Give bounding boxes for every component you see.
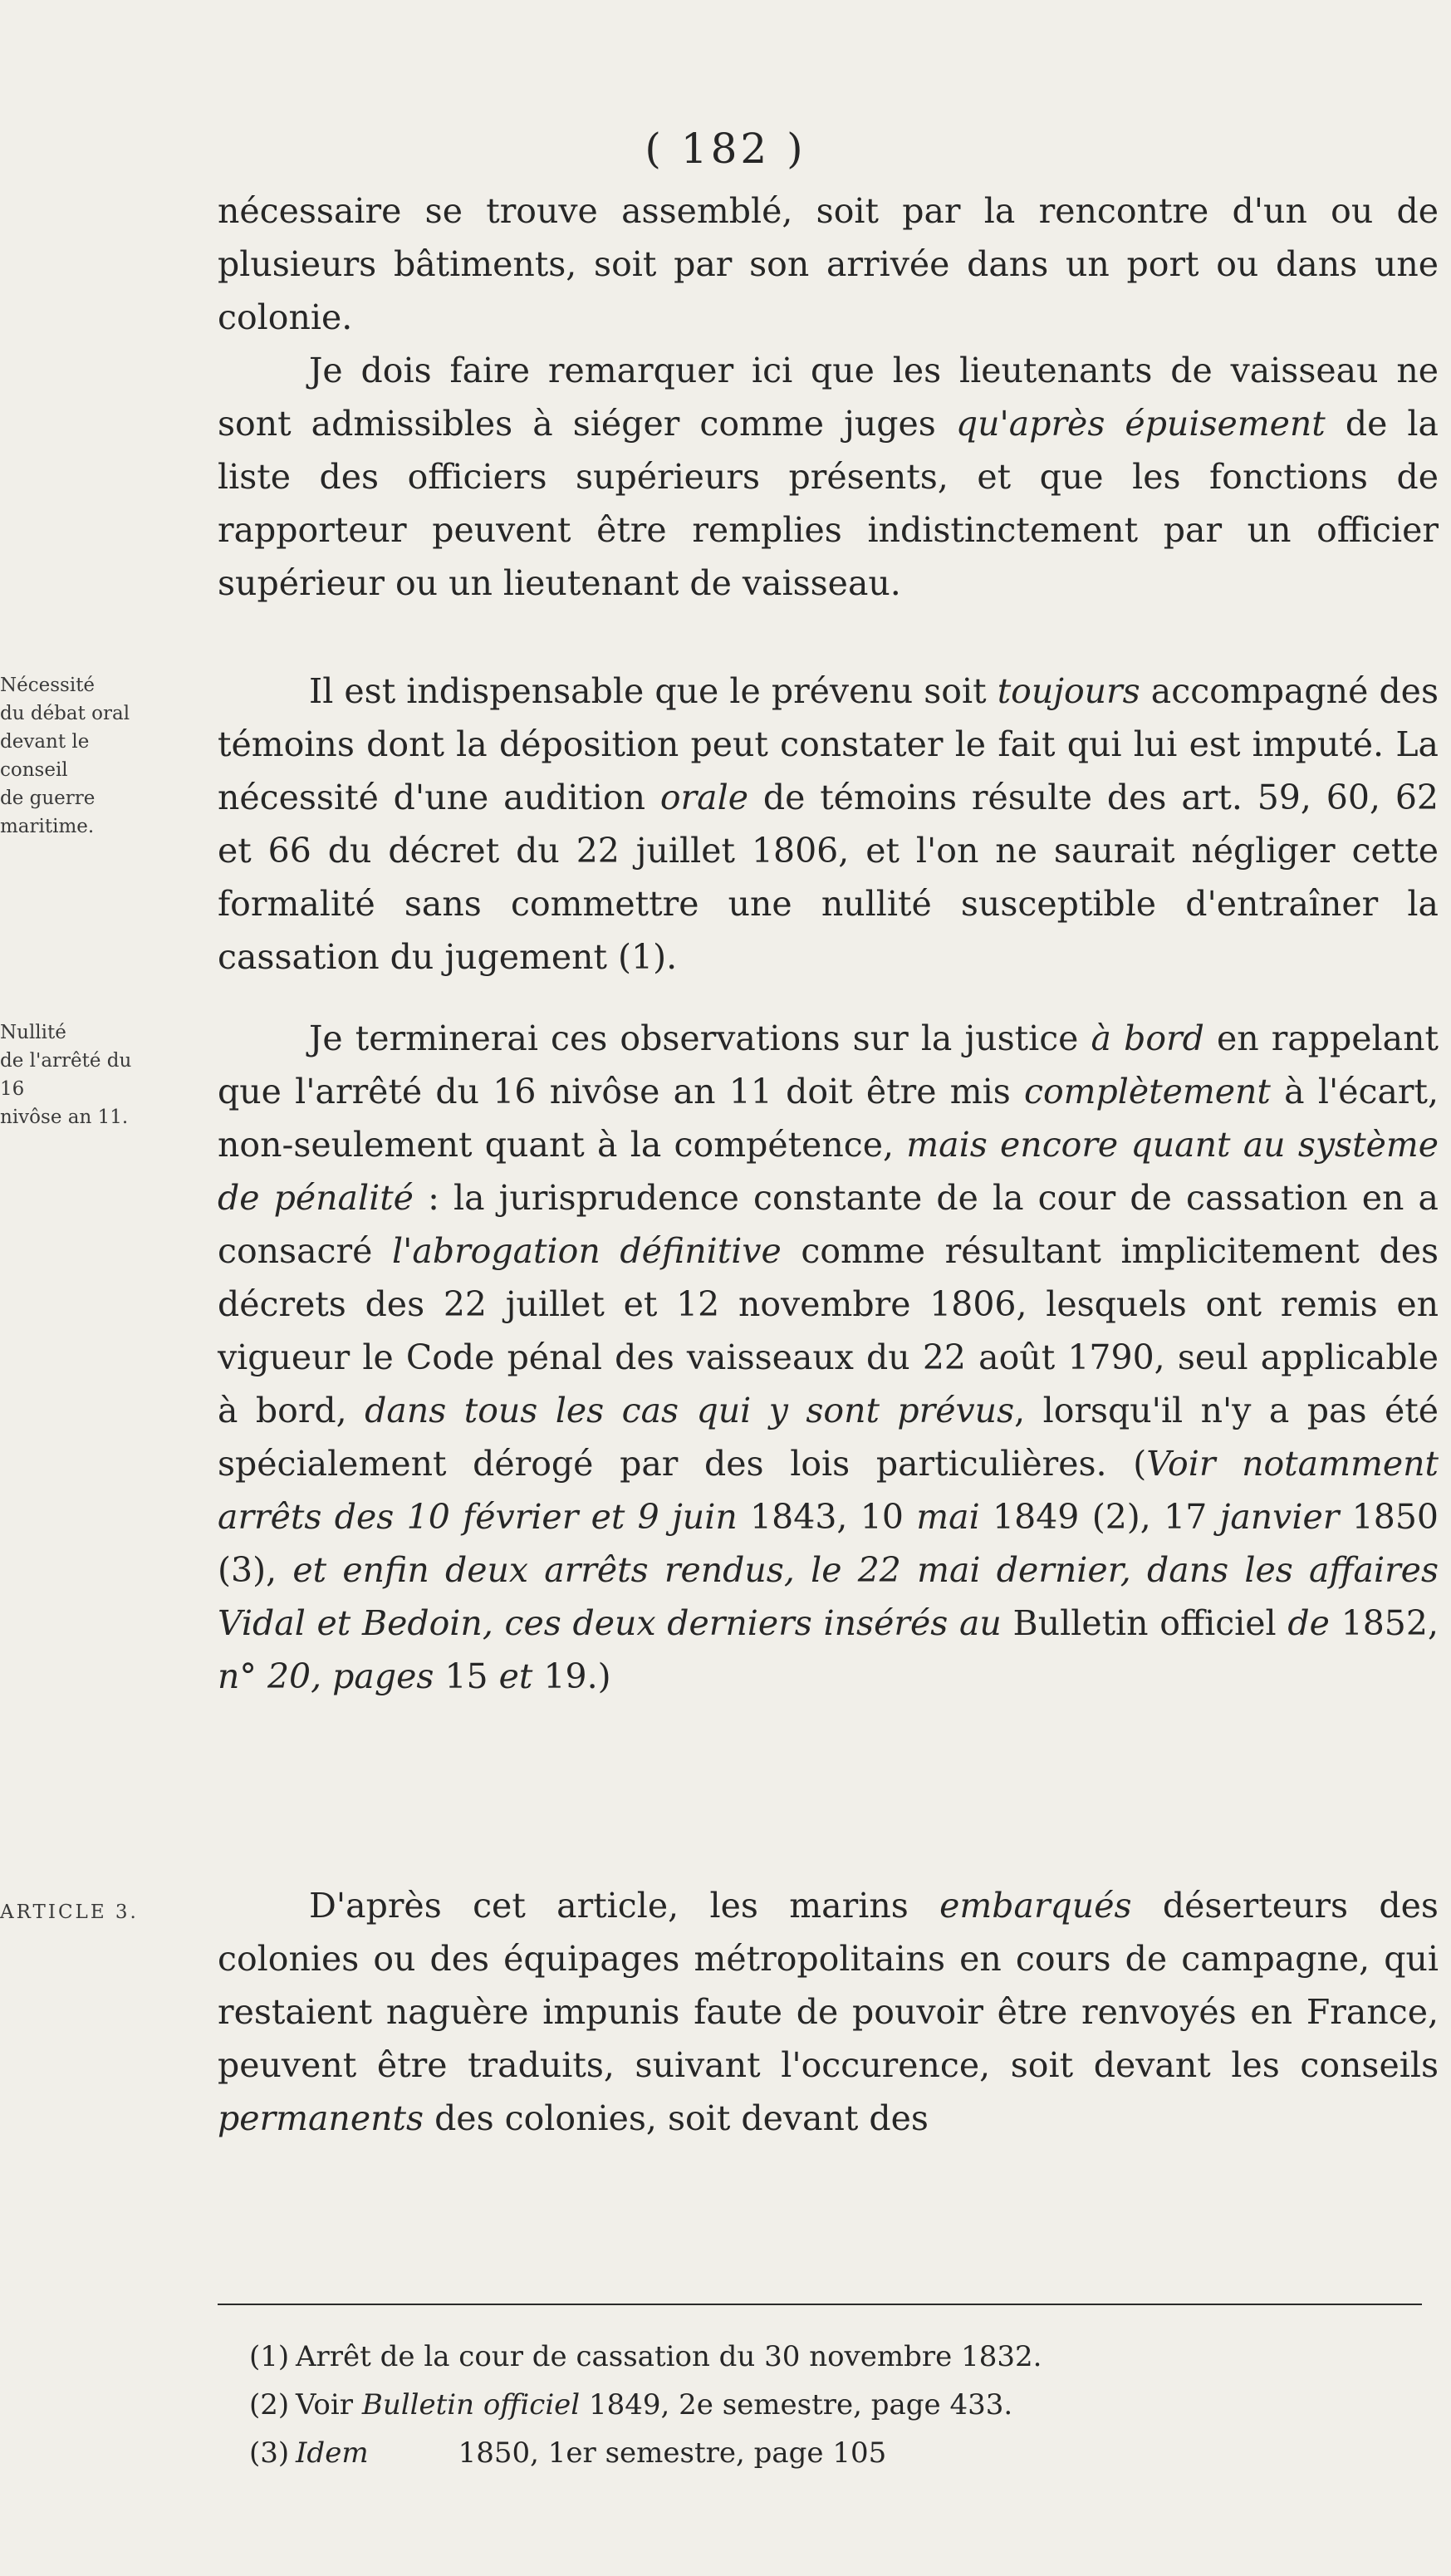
paragraph-continuation	[218, 184, 1439, 344]
margin-note-debat-oral: Nécessité du débat oral devant le conseil de guerre maritime.	[0, 675, 130, 837]
footnotes	[249, 2333, 1379, 2477]
footnote-divider	[218, 2304, 1422, 2305]
paragraph-article-3: D'après cet article, les marins embarqués déserteurs des colonies ou des équipages métropolitains en cours de campagne, qui restaient naguère impunis faute de pouvoir être renvoyés en France, peuvent être traduits, suivant l'occurence, soit devant les conseils permanents des colonies, soit devant des	[218, 1886, 1439, 2138]
footnote: (1) Arrêt de la cour de cassation du 30 novembre 1832.	[249, 2340, 1042, 2373]
margin-note-nullite: Nullité de l'arrêté du 16 nivôse an 11.	[0, 1022, 132, 1128]
page-number: ( 182 )	[645, 125, 806, 173]
footnote: (3) Idem 1850, 1er semestre, page 105	[249, 2436, 887, 2470]
paragraph-justice-a-bord: Je terminerai ces observations sur la justice à bord en rappelant que l'arrêté du 16 nivôse an 11 doit être mis complètement à l'écart, non-seulement quant à la compétence, mais encore quant au système de pénalité : la jurisprudence constante de la cour de cassation en a consacré l'abrogation définitive comme résultant implicitement des décrets des 22 juillet et 12 novembre 1806, lesquels ont remis en vigueur le Code pénal des vaisseaux du 22 août 1790, seul applicable à bord, dans tous les cas qui y sont prévus, lorsqu'il n'y a pas été spécialement dérogé par des lois particulières. (Voir notamment arrêts des 10 février et 9 juin 1843, 10 mai 1849 (2), 17 janvier 1850 (3), et enfin deux arrêts rendus, le 22 mai dernier, dans les affaires Vidal et Bedoin, ces deux derniers insérés au Bulletin officiel de 1852, n° 20, pages 15 et 19.)	[218, 1018, 1439, 1696]
paragraph-temoins: Il est indispensable que le prévenu soit toujours accompagné des témoins dont la déposition peut constater le fait qui lui est imputé. La nécessité d'une audition orale de témoins résulte des art. 59, 60, 62 et 66 du décret du 22 juillet 1806, et l'on ne saurait négliger cette formalité sans commettre une nullité susceptible d'entraîner la cassation du jugement (1).	[218, 671, 1439, 977]
footnote: (2) Voir Bulletin officiel 1849, 2e semestre, page 433.	[249, 2388, 1013, 2421]
margin-note-article: ARTICLE 3.	[0, 1901, 139, 1923]
paragraph-text: nécessaire se trouve assemblé, soit par la rencontre d'un ou de plusieurs bâtiments, soit par son arrivée dans un port ou dans une colonie.	[218, 191, 1439, 337]
paragraph-lieutenants: Je dois faire remarquer ici que les lieutenants de vaisseau ne sont admissibles à siéger comme juges qu'après épuisement de la liste des officiers supérieurs présents, et que les fonctions de rapporteur peuvent être remplies indistinctement par un officier supérieur ou un lieutenant de vaisseau.	[218, 351, 1439, 603]
